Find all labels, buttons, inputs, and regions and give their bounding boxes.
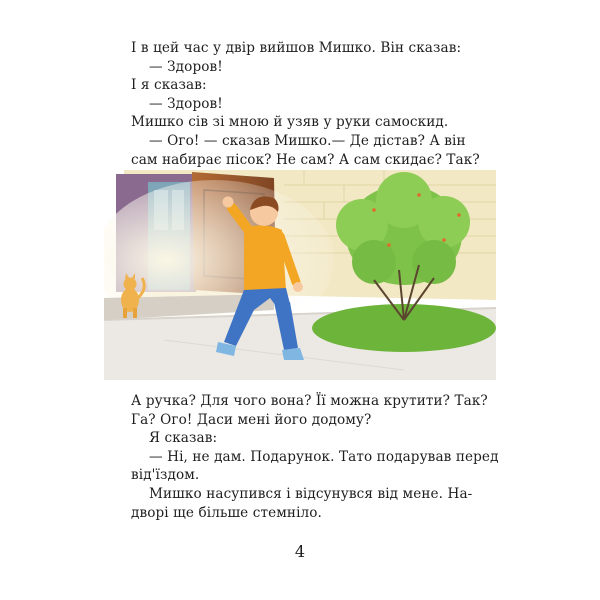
text-line: А ручка? Для чого вона? Її можна крутити? Так? — [131, 393, 488, 409]
text-line: сам набирає пісок? Не сам? А сам скидає? Так? — [131, 151, 480, 168]
text-line: Я сказав: — [149, 430, 218, 447]
text-line: Мишко насупився і відсунувся від мене. На- — [149, 485, 473, 502]
text-line: Га? Ого! Даси мені його додому? — [131, 411, 372, 428]
text-line: І я сказав: — [131, 77, 207, 94]
illustration-boy-walking — [104, 170, 496, 380]
text-paragraph-bottom — [131, 392, 499, 522]
text-line: — Ні, не дам. Подарунок. Тато подарував перед — [149, 448, 499, 465]
page-number: 4 — [294, 542, 306, 561]
text-paragraph-top — [131, 39, 496, 169]
text-line: дворі ще більше стемніло. — [131, 504, 322, 521]
text-line: Мишко сів зі мною й узяв у руки самоскид. — [131, 114, 449, 131]
text-line: — Ого! — сказав Мишко.— Де дістав? А він — [149, 132, 466, 149]
text-line: — Здоров! — [149, 58, 223, 75]
text-line: від'їздом. — [131, 467, 200, 484]
text-line: — Здоров! — [149, 95, 223, 112]
text-line: І в цей час у двір вийшов Мишко. Він сказав: — [131, 40, 462, 56]
